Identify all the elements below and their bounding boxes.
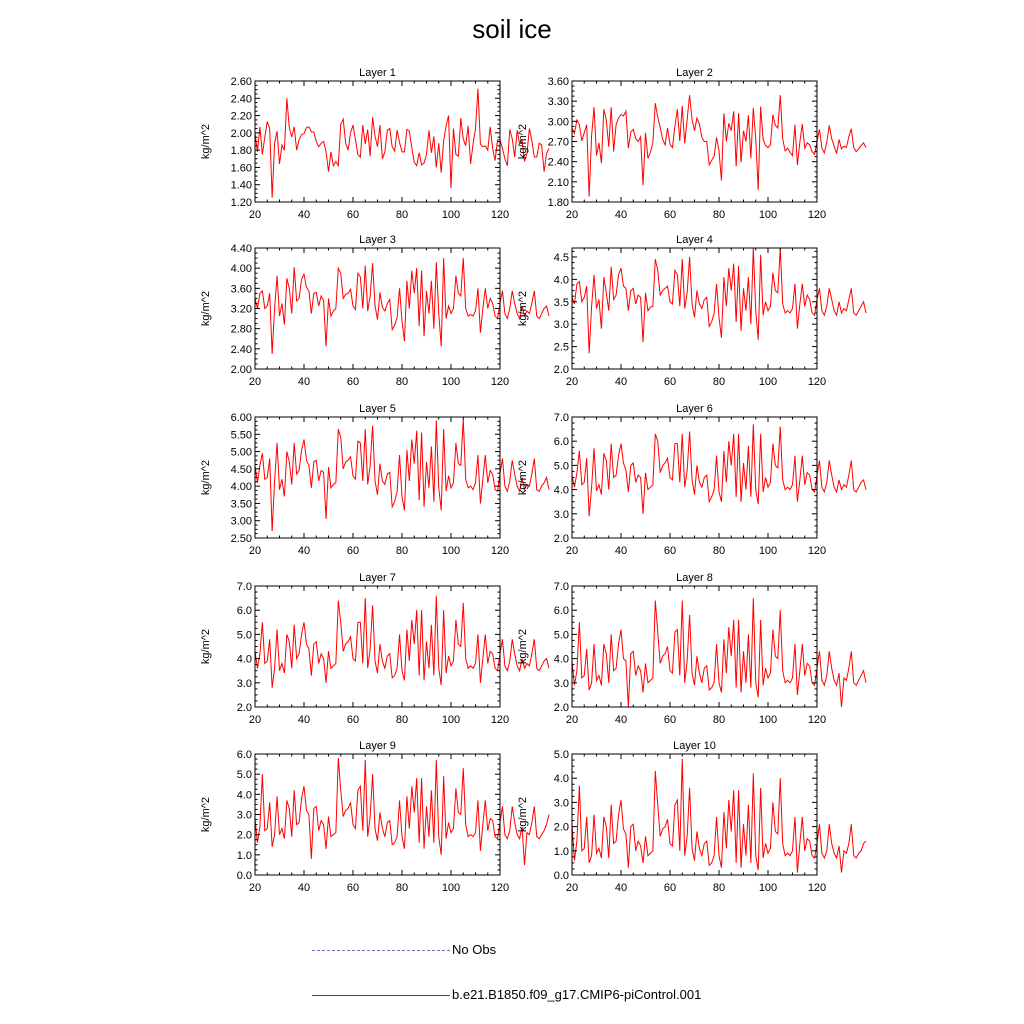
- y-tick-label: 1.80: [230, 145, 252, 158]
- y-tick-label: 4.5: [553, 251, 569, 264]
- y-axis-label: kg/m^2: [200, 796, 212, 833]
- x-tick-label: 80: [712, 714, 726, 726]
- y-tick-label: 1.60: [230, 162, 252, 175]
- series-line: [255, 758, 549, 865]
- x-tick-label: 20: [248, 209, 262, 221]
- x-tick-label: 40: [297, 882, 311, 894]
- y-tick-label: 4.40: [230, 243, 252, 255]
- x-tick-label: 20: [565, 882, 579, 894]
- y-tick-label: 2.0: [236, 829, 252, 842]
- y-tick-label: 2.10: [547, 176, 569, 189]
- series-line: [572, 759, 866, 873]
- y-tick-label: 2.40: [547, 156, 569, 169]
- y-tick-label: 1.80: [547, 197, 569, 209]
- x-tick-label: 100: [441, 882, 461, 894]
- chart-panel-8: [517, 572, 866, 726]
- series-line: [255, 419, 549, 531]
- x-tick-label: 120: [490, 882, 510, 894]
- legend-model-label: b.e21.B1850.f09_g17.CMIP6-piControl.001: [452, 987, 702, 1002]
- x-tick-label: 100: [758, 376, 778, 388]
- x-tick-label: 80: [395, 209, 409, 221]
- y-tick-label: 5.50: [230, 429, 252, 442]
- x-tick-label: 40: [614, 376, 628, 388]
- series-line: [572, 598, 866, 707]
- x-tick-label: 120: [490, 209, 510, 221]
- series-line: [572, 95, 866, 196]
- y-tick-label: 4.00: [230, 263, 252, 276]
- y-axis-label: kg/m^2: [517, 796, 529, 833]
- x-tick-label: 80: [712, 882, 726, 894]
- legend-obs-label: No Obs: [452, 942, 497, 957]
- legend-model-swatch: [312, 995, 450, 996]
- y-tick-label: 5.0: [553, 749, 569, 761]
- panel-title: Layer 10: [673, 740, 716, 752]
- y-axis-label: kg/m^2: [200, 290, 212, 327]
- x-tick-label: 20: [248, 714, 262, 726]
- y-tick-label: 4.0: [553, 653, 569, 666]
- x-tick-label: 60: [346, 882, 360, 894]
- x-tick-label: 120: [490, 545, 510, 557]
- y-tick-label: 7.0: [236, 581, 252, 593]
- y-tick-label: 2.40: [230, 93, 252, 106]
- y-tick-label: 4.0: [236, 653, 252, 666]
- y-tick-label: 4.0: [553, 274, 569, 287]
- y-tick-label: 2.0: [553, 821, 569, 834]
- y-tick-label: 5.00: [230, 446, 252, 459]
- x-tick-label: 40: [614, 545, 628, 557]
- y-tick-label: 2.20: [230, 110, 252, 123]
- x-tick-label: 60: [346, 545, 360, 557]
- y-tick-label: 2.00: [230, 364, 252, 376]
- y-axis-label: kg/m^2: [517, 459, 529, 496]
- x-tick-label: 120: [807, 209, 827, 221]
- x-tick-label: 20: [248, 376, 262, 388]
- x-tick-label: 100: [441, 714, 461, 726]
- y-tick-label: 2.80: [230, 323, 252, 336]
- chart-panel-5: [200, 403, 549, 557]
- x-tick-label: 100: [758, 714, 778, 726]
- series-line: [255, 89, 549, 198]
- y-axis-label: kg/m^2: [200, 628, 212, 665]
- y-tick-label: 4.50: [230, 463, 252, 476]
- x-tick-label: 100: [758, 545, 778, 557]
- y-tick-label: 1.0: [236, 849, 252, 862]
- x-tick-label: 100: [758, 209, 778, 221]
- chart-panel-3: [200, 234, 549, 388]
- chart-panel-1: [200, 67, 549, 221]
- series-line: [255, 596, 549, 688]
- panel-title: Layer 2: [676, 67, 713, 79]
- x-tick-label: 100: [441, 376, 461, 388]
- y-tick-label: 6.0: [236, 605, 252, 618]
- y-tick-label: 3.0: [236, 677, 252, 690]
- x-tick-label: 120: [490, 376, 510, 388]
- x-tick-label: 60: [663, 882, 677, 894]
- y-tick-label: 4.00: [230, 481, 252, 494]
- chart-panel-6: [517, 403, 866, 557]
- panel-title: Layer 5: [359, 403, 396, 415]
- x-tick-label: 80: [395, 376, 409, 388]
- x-tick-label: 80: [395, 882, 409, 894]
- x-tick-label: 100: [441, 209, 461, 221]
- panel-title: Layer 7: [359, 572, 396, 584]
- y-tick-label: 6.0: [236, 749, 252, 761]
- y-tick-label: 1.0: [553, 845, 569, 858]
- x-tick-label: 120: [807, 376, 827, 388]
- panel-title: Layer 9: [359, 740, 396, 752]
- y-tick-label: 2.40: [230, 343, 252, 356]
- y-tick-label: 4.0: [553, 773, 569, 786]
- y-tick-label: 3.30: [547, 96, 569, 109]
- legend-obs-swatch: [312, 950, 450, 951]
- panel-title: Layer 3: [359, 234, 396, 246]
- x-tick-label: 60: [346, 376, 360, 388]
- y-tick-label: 2.50: [230, 533, 252, 545]
- x-tick-label: 40: [297, 545, 311, 557]
- y-tick-label: 3.50: [230, 498, 252, 511]
- y-tick-label: 2.0: [553, 364, 569, 376]
- x-tick-label: 80: [712, 376, 726, 388]
- panel-title: Layer 8: [676, 572, 713, 584]
- series-line: [572, 248, 866, 353]
- x-tick-label: 20: [565, 714, 579, 726]
- y-axis-label: kg/m^2: [517, 123, 529, 160]
- x-tick-label: 20: [565, 545, 579, 557]
- x-tick-label: 60: [663, 714, 677, 726]
- y-tick-label: 3.00: [547, 116, 569, 129]
- series-line: [255, 258, 549, 354]
- y-axis-label: kg/m^2: [200, 459, 212, 496]
- y-tick-label: 0.0: [236, 870, 252, 882]
- y-axis-label: kg/m^2: [200, 123, 212, 160]
- y-tick-label: 3.60: [547, 76, 569, 88]
- x-tick-label: 100: [758, 882, 778, 894]
- x-tick-label: 80: [712, 545, 726, 557]
- series-line: [572, 424, 866, 516]
- x-tick-label: 120: [490, 714, 510, 726]
- chart-panel-9: [200, 740, 549, 894]
- y-tick-label: 4.0: [553, 484, 569, 497]
- y-tick-label: 3.00: [230, 515, 252, 528]
- y-tick-label: 6.00: [230, 412, 252, 424]
- page-title: soil ice: [472, 14, 552, 44]
- y-tick-label: 3.20: [230, 303, 252, 316]
- chart-panel-4: [517, 234, 866, 388]
- y-tick-label: 1.40: [230, 179, 252, 192]
- x-tick-label: 20: [565, 376, 579, 388]
- chart-panel-7: [200, 572, 549, 726]
- y-tick-label: 7.0: [553, 412, 569, 424]
- panel-title: Layer 1: [359, 67, 396, 79]
- x-tick-label: 60: [663, 376, 677, 388]
- y-axis-label: kg/m^2: [517, 290, 529, 327]
- y-tick-label: 3.60: [230, 283, 252, 296]
- x-tick-label: 40: [614, 882, 628, 894]
- y-tick-label: 5.0: [236, 629, 252, 642]
- x-tick-label: 20: [565, 209, 579, 221]
- x-tick-label: 80: [712, 209, 726, 221]
- y-tick-label: 5.0: [236, 769, 252, 782]
- chart-panel-2: [517, 67, 866, 221]
- y-tick-label: 0.0: [553, 870, 569, 882]
- x-tick-label: 120: [807, 882, 827, 894]
- x-tick-label: 40: [614, 714, 628, 726]
- x-tick-label: 60: [346, 209, 360, 221]
- chart-panel-10: [517, 740, 866, 894]
- y-tick-label: 3.5: [553, 296, 569, 309]
- y-tick-label: 3.0: [553, 797, 569, 810]
- y-tick-label: 2.00: [230, 127, 252, 140]
- y-tick-label: 3.0: [553, 677, 569, 690]
- x-tick-label: 60: [346, 714, 360, 726]
- x-tick-label: 100: [441, 545, 461, 557]
- plot-frame: [572, 586, 817, 707]
- y-tick-label: 7.0: [553, 581, 569, 593]
- y-tick-label: 2.0: [236, 702, 252, 714]
- y-tick-label: 3.0: [553, 319, 569, 332]
- y-tick-label: 2.60: [230, 76, 252, 88]
- y-tick-label: 2.0: [553, 702, 569, 714]
- x-tick-label: 120: [807, 714, 827, 726]
- x-tick-label: 40: [614, 209, 628, 221]
- panel-title: Layer 4: [676, 234, 713, 246]
- y-tick-label: 5.0: [553, 629, 569, 642]
- y-tick-label: 1.20: [230, 197, 252, 209]
- y-tick-label: 2.0: [553, 533, 569, 545]
- y-axis-label: kg/m^2: [517, 628, 529, 665]
- x-tick-label: 20: [248, 882, 262, 894]
- y-tick-label: 6.0: [553, 436, 569, 449]
- x-tick-label: 80: [395, 714, 409, 726]
- x-tick-label: 40: [297, 376, 311, 388]
- x-tick-label: 20: [248, 545, 262, 557]
- y-tick-label: 2.5: [553, 341, 569, 354]
- y-tick-label: 3.0: [236, 809, 252, 822]
- x-tick-label: 60: [663, 545, 677, 557]
- x-tick-label: 120: [807, 545, 827, 557]
- plot-frame: [255, 81, 500, 202]
- y-tick-label: 5.0: [553, 460, 569, 473]
- x-tick-label: 80: [395, 545, 409, 557]
- x-tick-label: 40: [297, 209, 311, 221]
- y-tick-label: 6.0: [553, 605, 569, 618]
- x-tick-label: 60: [663, 209, 677, 221]
- y-tick-label: 3.0: [553, 508, 569, 521]
- panel-title: Layer 6: [676, 403, 713, 415]
- x-tick-label: 40: [297, 714, 311, 726]
- y-tick-label: 4.0: [236, 789, 252, 802]
- y-tick-label: 2.70: [547, 136, 569, 149]
